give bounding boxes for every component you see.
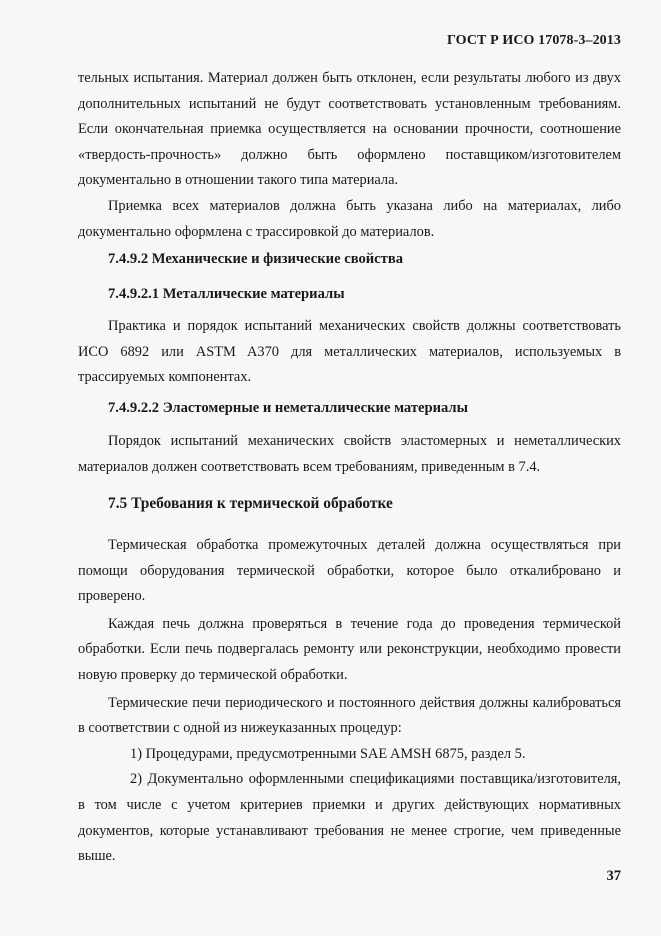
heading-7-4-9-2-1: 7.4.9.2.1 Металлические материалы [108,286,345,302]
paragraph-metallic-testing: Практика и порядок испытаний механических свойств должны соответствовать ИСО 6892 или ASTM A370 для металлических материалов, используемых в трассируемых компонентах. [78,318,621,386]
list-item-2: 2) Документально оформленными спецификациями поставщика/изготовителя, в том числе с учетом критериев приемки и других действующих нормативных документов, которые устанавливают требования не менее строгие, чем приведенные выше. [78,771,621,865]
heading-7-5: 7.5 Требования к термической обработке [108,495,393,512]
list-item-1: 1) Процедурами, предусмотренными SAE AMSH 6875, раздел 5. [130,745,526,762]
text-block-2 [78,314,621,391]
paragraph-furnace-calibration: Термические печи периодического и постоянного действия должны калиброваться в соответствии с одной из нижеуказанных процедур: [78,694,621,737]
paragraph-furnace-check: Каждая печь должна проверяться в течение года до проведения термической обработки. Если печь подвергалась ремонту или реконструкции, необходимо провести новую проверку до термической обработки. [78,615,621,683]
text-block-3 [78,429,621,480]
paragraph-acceptance-continuation: тельных испытания. Материал должен быть отклонен, если результаты любого из двух дополнительных испытаний не будут соответствовать установленным требованиям. Если окончательная приемка осуществляется на основании прочности, соотношение «твердость-прочность» должно быть оформлено поставщиком/изготовителем документально в отношении такого типа материала. [78,70,621,189]
text-block-1 [78,66,621,245]
standard-header: ГОСТ Р ИСО 17078-3–2013 [447,33,621,48]
page-number: 37 [606,868,621,884]
paragraph-elastomer-testing: Порядок испытаний механических свойств эластомерных и неметаллических материалов должен соответствовать всем требованиям, приведенным в 7.4. [78,433,621,475]
heading-7-4-9-2: 7.4.9.2 Механические и физические свойства [108,251,404,267]
paragraph-acceptance-all-materials: Приемка всех материалов должна быть указана либо на материалах, либо документально оформлена с трассировкой до материалов. [78,197,621,240]
heading-7-4-9-2-2: 7.4.9.2.2 Эластомерные и неметаллические материалы [108,400,469,416]
text-block-4 [78,533,621,870]
paragraph-heat-treatment-equipment: Термическая обработка промежуточных деталей должна осуществляться при помощи оборудования термической обработки, которое было откалибровано и проверено. [78,537,621,605]
